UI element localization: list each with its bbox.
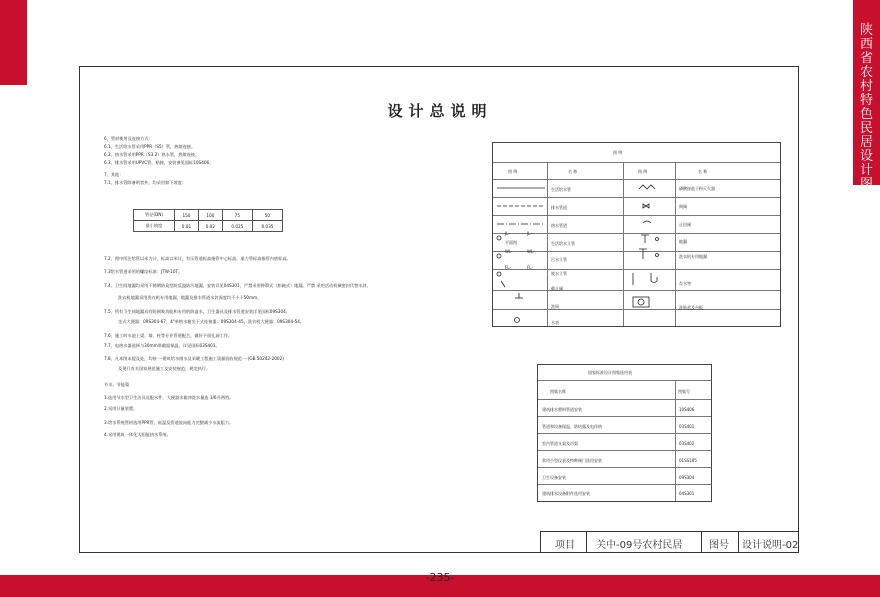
table-cell: 75 [222, 210, 252, 221]
drawing-label: 图号 [709, 540, 729, 551]
text-line: 7.3给水管道采用的螺纹标准：JTW-10T。 [104, 269, 183, 274]
standard-number: 04S301 [679, 491, 695, 496]
text-line: 7.8、凡本图未提及处，均按一-建筑给水排水及采暖工程施工质量验收规范一-(GB 50242-2002) [104, 356, 284, 361]
title-block [540, 531, 799, 553]
drawing-value: 设计说明-02 [742, 540, 799, 551]
text-line: 及现行有关国家规范施工及安装规范，规定执行。 [118, 366, 211, 371]
symbol-label: FL- [527, 265, 533, 270]
divider [538, 484, 711, 485]
legend-name: 洗网 [551, 304, 559, 309]
legend-header: 图 例 [638, 169, 648, 174]
legend-name: 生活给水立管 [551, 241, 575, 246]
divider [538, 433, 711, 434]
fire-extinguisher-icon [639, 185, 655, 189]
page-number: -235- [425, 571, 455, 584]
table-cell: 150 [175, 210, 199, 221]
standards-table [537, 364, 712, 502]
divider [538, 467, 711, 468]
check-valve-icon [643, 221, 651, 223]
standard-number: 09S304 [679, 475, 695, 480]
legend-name: 生活给水管 [551, 187, 571, 192]
divider [738, 532, 739, 553]
legend-name: 废水立管 [551, 271, 567, 276]
divider [538, 416, 711, 417]
water-meter-icon [515, 318, 520, 323]
trap-icon [633, 273, 657, 285]
text-line: 6、管材使用及连接方式： [104, 136, 153, 141]
divider [538, 450, 711, 451]
valve-icon [501, 281, 505, 287]
legend-name: 磷酸铵盐干粉灭火器 [679, 186, 715, 191]
text-line: 7.7、电热水器选择与30mm厚截面保温，详见国标03S401。 [104, 343, 220, 348]
legend-name: 排水管道 [551, 205, 567, 210]
text-line: 3.给水系统管材选用PPR管，低温及管道流向能力完整减少水流阻力。 [104, 420, 234, 425]
standard-name: 建筑排水设备附件选用安装 [542, 491, 590, 496]
text-line: 7.5、所有卫生间地漏具有防倒吸功能和专用的防溢水，卫生器具及排水管道安装详见国标09S304。 [104, 309, 290, 314]
riser-icon [497, 254, 501, 258]
standard-name: 卫生设备安装 [542, 475, 566, 480]
divider [701, 532, 702, 553]
side-title: 陕西省农村特色民居设计图集 [859, 23, 873, 206]
standard-number: 10S406 [679, 407, 695, 412]
standards-header: 图集号 [678, 389, 690, 394]
legend-name: 止回阀 [679, 222, 691, 227]
washer-drain-icon [656, 254, 659, 257]
text-heading: 节水、节能篇 [104, 382, 130, 387]
legend-name: 洗衣机专用地漏 [679, 254, 707, 259]
text-line: 6.2、热水管采用PPR（S3.2）热水管，热熔连接。 [104, 152, 200, 157]
legend-name: 污水立管 [551, 257, 567, 262]
table-row [134, 221, 283, 232]
standard-number: 03S402 [679, 441, 695, 446]
text-line: 4.采用建筑一体化太阳能热水系统。 [104, 432, 171, 437]
text-line: 2.采用计量装置。 [104, 406, 138, 411]
legend-name: 热水管道 [551, 223, 567, 228]
text-line: 7.6、施工时水池上梁、墙、柱等专业管道配合，做好予留孔洞工作。 [104, 333, 233, 338]
symbol-label: WL- [527, 249, 535, 254]
table-cell: 管径(DN) [134, 210, 175, 221]
text-line: 6.3、排水管采用UPVC管，粘接，安装参见国标10S406。 [104, 160, 214, 165]
top-left-red-tab [0, 0, 27, 85]
legend-name: 地漏 [679, 239, 687, 244]
legend-name: 水表 [551, 320, 559, 325]
standard-name: 常用小型仪表及特种阀门选用安装 [542, 458, 602, 463]
table-cell: 100 [198, 210, 222, 221]
standard-name: 室内管道支架及吊架 [542, 441, 578, 446]
legend-name: 洗脸盆及台板 [679, 305, 703, 310]
standard-name: 管道和设备保温、防结露及电伴热 [542, 424, 602, 429]
riser-icon [497, 272, 501, 276]
text-line: 7.4、卫生间地漏均采用不锈钢防臭型防反溢防污地漏，安装详见04S301，严禁采用钟罩式（扣碗式）地漏。严禁 采用活动机械密封代替水封。 [104, 283, 371, 288]
legend-name: 闸阀 [679, 204, 687, 209]
washbasin-icon [633, 297, 649, 307]
divider [586, 532, 587, 553]
text-line: 7、其他： [104, 172, 124, 177]
table-cell: 0.035 [252, 221, 282, 232]
symbol-label: 平面图 [505, 240, 517, 245]
floor-drain-icon [641, 235, 649, 243]
symbol-label: WL- [505, 249, 513, 254]
text-line: 坐式大便器：09S304-67，4"单格水箱坐下式连接器：09S304-45，洗衣机大便器：09S304-54。 [118, 319, 305, 324]
text-line: 洗衣机地漏采用洗衣机专用地漏，地漏及排水管道水封深度均不小于50mm。 [118, 295, 262, 300]
floor-drain-icon [656, 238, 659, 241]
washer-drain-icon [639, 249, 647, 259]
gate-valve-icon [643, 204, 649, 208]
legend-header: 名 称 [568, 169, 578, 174]
table-row [134, 210, 283, 221]
divider [538, 380, 711, 381]
washbasin-icon [638, 299, 644, 305]
text-line: 7.2、图中所注给管以米为计，标高以米计，有压管道标高指管中心标高，重力管标高指管内底标高。 [104, 256, 291, 261]
table-cell: 50 [252, 210, 282, 221]
standards-header: 图集名称 [550, 389, 566, 394]
symbol-label: JL- [505, 231, 510, 236]
pipe-slope-table [133, 209, 283, 232]
legend-header: 名 称 [698, 169, 708, 174]
text-line: 6.1、生活给水管采用PPR（S5）管，热熔连接。 [104, 144, 196, 149]
side-title-band [853, 0, 880, 206]
legend-symbols [493, 143, 780, 326]
symbol-label: JL- [527, 231, 532, 236]
table-cell: 0.02 [198, 221, 222, 232]
legend-name: 存水弯 [679, 281, 691, 286]
riser-icon [497, 236, 501, 240]
text-line: 1.选用节水型卫生洁具及配水件，大便器水箱冲洗水量选 3/6升两档。 [104, 395, 234, 400]
standard-name: 建筑排水塑料管道安装 [542, 407, 582, 412]
table-cell: 0.01 [175, 221, 199, 232]
legend-header: 图 例 [508, 169, 518, 174]
legend-name: 截止阀 [551, 286, 563, 291]
project-value: 关中-09号农村民居 [596, 540, 683, 551]
text-line: 7.1、排水管除备明者外，均采用如下坡度： [104, 180, 187, 185]
col-divider [675, 380, 676, 501]
standard-number: 01SS105 [679, 458, 697, 463]
legend-table [492, 142, 781, 327]
divider [538, 399, 711, 400]
table-cell: 0.025 [222, 221, 252, 232]
standards-title: 国家标准设计图集选用表 [588, 370, 632, 375]
legend-title: 图 例 [613, 150, 623, 155]
table-cell: 最小坡度 [134, 221, 175, 232]
doc-title: 设计总说明 [387, 102, 493, 120]
standard-number: 03S401 [679, 424, 695, 429]
symbol-label: FL- [505, 265, 511, 270]
project-label: 项目 [555, 540, 575, 551]
